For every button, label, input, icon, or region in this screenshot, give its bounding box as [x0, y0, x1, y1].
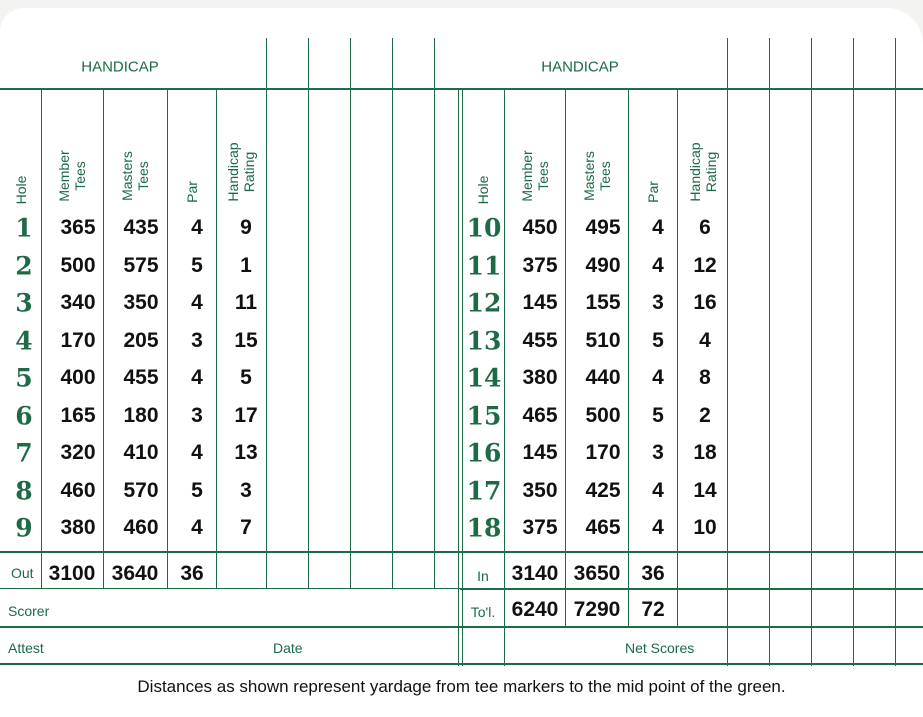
- hole-number: 18: [466, 513, 502, 543]
- out-masters-total: 3640: [111, 562, 159, 585]
- handicap-rating-value: 9: [240, 216, 252, 239]
- member-tees-yardage: 460: [60, 478, 96, 502]
- member-tees-yardage: 455: [522, 328, 558, 352]
- hole-number: 13: [466, 326, 502, 355]
- in-par-total: 36: [641, 562, 665, 585]
- date-label: Date: [273, 640, 303, 656]
- par-value: 4: [191, 441, 203, 464]
- handicap-rating-value: 1: [240, 253, 252, 277]
- grid-line: [895, 38, 896, 666]
- grid-line: [103, 88, 104, 589]
- masters-tees-yardage: 410: [123, 441, 159, 464]
- grid-line: [628, 88, 629, 628]
- masters-tees-yardage: 495: [585, 216, 621, 239]
- masters-tees-yardage: 575: [123, 253, 159, 277]
- masters-tees-yardage: 500: [585, 403, 621, 427]
- member-tees-yardage: 500: [60, 253, 96, 277]
- masters-tees-yardage: 170: [585, 441, 621, 464]
- hole-number: 8: [15, 476, 33, 505]
- masters-tees-yardage: 510: [585, 328, 621, 352]
- member-tees-yardage: 170: [60, 328, 96, 352]
- grid-line: [41, 88, 42, 589]
- masters-tees-yardage: 490: [585, 253, 621, 277]
- hole-number: 2: [15, 251, 33, 280]
- handicap-rating-value: 14: [693, 478, 717, 502]
- hole-number: 6: [15, 401, 33, 430]
- masters-tees-yardage: 155: [585, 291, 621, 314]
- header-masters-tees: Masters Tees: [581, 151, 613, 201]
- member-tees-yardage: 465: [522, 403, 558, 427]
- grid-line: [853, 38, 854, 666]
- masters-tees-yardage: 425: [585, 478, 621, 502]
- grid-line: [308, 38, 309, 589]
- handicap-label-left: HANDICAP: [81, 58, 159, 76]
- par-value: 3: [652, 441, 664, 464]
- attest-label: Attest: [8, 640, 44, 656]
- scorer-label: Scorer: [8, 603, 50, 619]
- grid-line: [727, 38, 728, 666]
- member-tees-yardage: 145: [522, 441, 558, 464]
- masters-tees-yardage: 570: [123, 478, 159, 502]
- par-value: 4: [191, 291, 203, 314]
- masters-tees-yardage: 180: [123, 403, 159, 427]
- hole-number: 1: [15, 213, 33, 243]
- handicap-rating-value: 4: [699, 328, 711, 352]
- handicap-rating-value: 5: [240, 366, 252, 389]
- grid-line: [769, 38, 770, 666]
- handicap-rating-value: 8: [699, 366, 711, 389]
- header-hole: Hole: [13, 175, 29, 205]
- handicap-rating-value: 15: [234, 328, 258, 352]
- grid-line: [811, 38, 812, 666]
- masters-tees-yardage: 455: [123, 366, 159, 389]
- par-value: 4: [191, 366, 203, 389]
- hole-number: 11: [466, 251, 502, 280]
- grid-line: [434, 38, 435, 589]
- handicap-label-right: HANDICAP: [541, 58, 619, 76]
- out-member-total: 3100: [48, 562, 96, 585]
- masters-tees-yardage: 440: [585, 366, 621, 389]
- par-value: 4: [191, 516, 203, 539]
- par-value: 4: [191, 216, 203, 239]
- par-value: 3: [191, 403, 203, 427]
- header-par: Par: [645, 181, 661, 203]
- grid-line: [462, 88, 463, 666]
- handicap-rating-value: 2: [699, 403, 711, 427]
- header-masters-tees: Masters Tees: [119, 151, 151, 201]
- grid-line: [392, 38, 393, 589]
- member-tees-yardage: 375: [522, 516, 558, 539]
- par-value: 4: [652, 253, 664, 277]
- grid-line: [565, 88, 566, 628]
- hole-number: 12: [466, 288, 502, 318]
- grand-par-total: 72: [641, 598, 665, 621]
- masters-tees-yardage: 435: [123, 216, 159, 239]
- grid-line: [350, 38, 351, 589]
- header-member-tees: Member Tees: [56, 150, 88, 202]
- par-value: 4: [652, 516, 664, 539]
- header-handicap-rating: Handicap Rating: [225, 142, 257, 202]
- member-tees-yardage: 365: [60, 216, 96, 239]
- handicap-rating-value: 13: [234, 441, 258, 464]
- handicap-rating-value: 10: [693, 516, 717, 539]
- hole-number: 16: [466, 438, 502, 468]
- par-value: 5: [652, 328, 664, 352]
- scorecard: [0, 8, 923, 717]
- member-tees-yardage: 400: [60, 366, 96, 389]
- hole-number: 17: [466, 476, 502, 505]
- hole-number: 10: [466, 213, 502, 243]
- par-value: 5: [191, 478, 203, 502]
- net-scores-label: Net Scores: [625, 640, 695, 656]
- grid-line: [504, 88, 505, 666]
- in-member-total: 3140: [511, 562, 559, 585]
- hole-number: 5: [15, 363, 33, 393]
- hole-number: 4: [15, 326, 33, 355]
- handicap-rating-value: 12: [693, 253, 717, 277]
- par-value: 5: [191, 253, 203, 277]
- member-tees-yardage: 380: [60, 516, 96, 539]
- header-par: Par: [184, 181, 200, 203]
- par-value: 4: [652, 216, 664, 239]
- grand-member-total: 6240: [511, 598, 559, 621]
- masters-tees-yardage: 205: [123, 328, 159, 352]
- footer-note: Distances as shown represent yardage from tee markers to the mid point of the green.: [137, 677, 786, 696]
- handicap-rating-value: 16: [693, 291, 717, 314]
- grid-line: [266, 38, 267, 589]
- masters-tees-yardage: 350: [123, 291, 159, 314]
- member-tees-yardage: 340: [60, 291, 96, 314]
- handicap-rating-value: 11: [234, 291, 258, 314]
- header-handicap-rating: Handicap Rating: [687, 142, 719, 202]
- out-par-total: 36: [180, 562, 204, 585]
- grid-line: [458, 88, 459, 666]
- par-value: 3: [652, 291, 664, 314]
- total-label: To'l.: [470, 604, 496, 620]
- out-label: Out: [11, 565, 34, 581]
- masters-tees-yardage: 460: [123, 516, 159, 539]
- par-value: 4: [652, 478, 664, 502]
- hole-number: 15: [466, 401, 502, 430]
- member-tees-yardage: 380: [522, 366, 558, 389]
- handicap-rating-value: 18: [693, 441, 717, 464]
- member-tees-yardage: 320: [60, 441, 96, 464]
- handicap-rating-value: 17: [234, 403, 258, 427]
- hole-number: 9: [15, 513, 33, 543]
- member-tees-yardage: 450: [522, 216, 558, 239]
- in-masters-total: 3650: [573, 562, 621, 585]
- masters-tees-yardage: 465: [585, 516, 621, 539]
- handicap-rating-value: 6: [699, 216, 711, 239]
- par-value: 4: [652, 366, 664, 389]
- header-member-tees: Member Tees: [519, 150, 551, 202]
- grid-line: [216, 88, 217, 589]
- grid-line: [677, 88, 678, 628]
- grid-line: [0, 588, 460, 589]
- member-tees-yardage: 350: [522, 478, 558, 502]
- handicap-rating-value: 7: [240, 516, 252, 539]
- par-value: 3: [191, 328, 203, 352]
- par-value: 5: [652, 403, 664, 427]
- member-tees-yardage: 375: [522, 253, 558, 277]
- handicap-rating-value: 3: [240, 478, 252, 502]
- hole-number: 7: [15, 438, 33, 468]
- grand-masters-total: 7290: [573, 598, 621, 621]
- in-label: In: [477, 568, 489, 584]
- member-tees-yardage: 165: [60, 403, 96, 427]
- header-hole: Hole: [475, 175, 491, 205]
- hole-number: 3: [15, 288, 33, 318]
- grid-line: [167, 88, 168, 589]
- member-tees-yardage: 145: [522, 291, 558, 314]
- hole-number: 14: [466, 363, 502, 393]
